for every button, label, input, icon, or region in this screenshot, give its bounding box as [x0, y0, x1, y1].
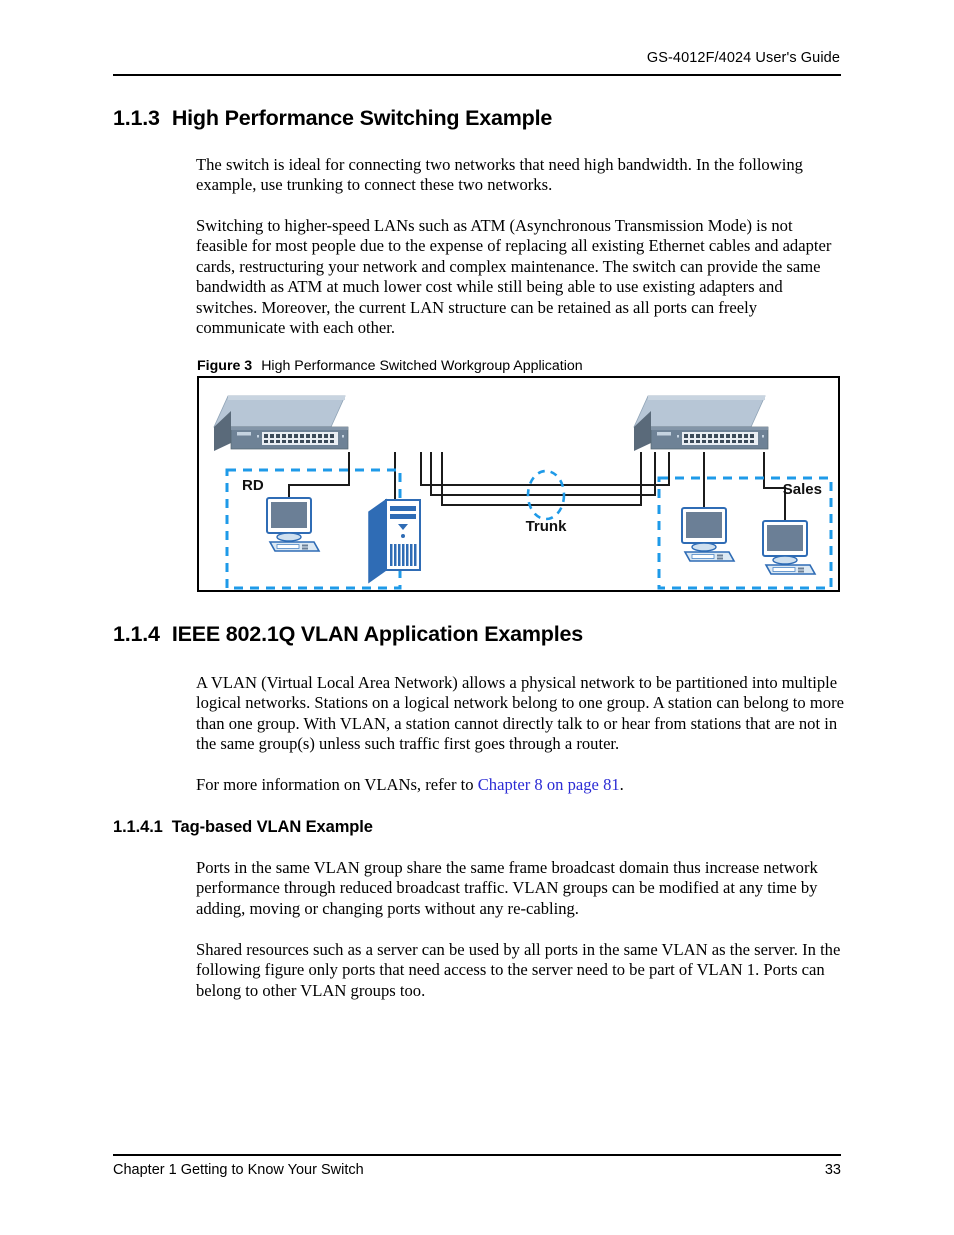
paragraph-1-1-4-1-a: Ports in the same VLAN group share the same frame broadcast domain thus increase network performance through reduced broadcast traffic. VLAN groups can be modified at any time by adding, moving or changing ports without any re-cabling. — [196, 858, 818, 918]
device-rd-server — [369, 500, 420, 582]
device-sales-workstation-2 — [763, 521, 815, 574]
link-chapter-8-page-81[interactable]: Chapter 8 on page 81 — [477, 775, 620, 794]
paragraph-1-1-3-a: The switch is ideal for connecting two networks that need high bandwidth. In the following example, use trunking to connect these two networks. — [196, 155, 803, 195]
crossref-prefix: For more information on VLANs, refer to — [196, 775, 478, 794]
header-rule — [113, 74, 841, 76]
heading-1-1-4 — [113, 622, 583, 647]
trunk-label: Trunk — [525, 518, 567, 535]
heading-1-1-3-title: High Performance Switching Example — [171, 106, 553, 130]
footer-page-number: 33 — [824, 1162, 841, 1178]
figure-3-network-diagram — [197, 376, 840, 592]
paragraph-1-1-4-crossref — [196, 775, 844, 795]
device-switch-left — [214, 396, 348, 451]
paragraph-1-1-3-b: Switching to higher-speed LANs such as ATM (Asynchronous Transmission Mode) is not feasible for most people due to the expense of replacing all existing Ethernet cables and adapter cards, restructuring your network and complex maintenance. The switch can provide the same bandwidth as ATM at much lower cost while still being able to use existing adapters and switches. Moreover, the current LAN structure can be retained as all ports can freely communicate with each other. — [196, 216, 832, 338]
footer-chapter-text: Chapter 1 Getting to Know Your Switch — [113, 1162, 364, 1178]
heading-1-1-4-title: IEEE 802.1Q VLAN Application Examples — [171, 622, 584, 646]
heading-1-1-4-1 — [113, 818, 373, 837]
crossref-suffix: . — [619, 775, 624, 794]
group-label-sales: Sales — [782, 481, 822, 498]
figure-caption — [197, 358, 583, 374]
figure-caption-text: High Performance Switched Workgroup Application — [261, 358, 583, 374]
paragraph-1-1-4-a: A VLAN (Virtual Local Area Network) allows a physical network to be partitioned into multiple logical networks. Stations on a logical network belong to one group. A station can belong to more than one group. With VLAN, a station cannot directly talk to or hear from stations that are not in the same group(s) unless such traffic first goes through a router. — [196, 673, 844, 754]
heading-1-1-4-1-number: 1.1.4.1 — [113, 818, 163, 836]
running-header-title: GS-4012F/4024 User's Guide — [646, 50, 840, 66]
device-sales-workstation-1 — [682, 508, 734, 561]
footer-rule — [113, 1154, 841, 1156]
heading-1-1-3 — [113, 106, 552, 131]
network-topology-svg — [199, 378, 838, 590]
group-label-rd: RD — [242, 477, 264, 494]
device-rd-workstation — [267, 498, 319, 551]
paragraph-1-1-4-1-b: Shared resources such as a server can be used by all ports in the same VLAN as the server. In the following figure only ports that need access to the server need to be part of VLAN 1. Ports can belong to other VLAN groups too. — [196, 940, 841, 1000]
figure-label: Figure 3 — [197, 358, 253, 374]
device-switch-right — [634, 396, 768, 451]
heading-1-1-4-1-title: Tag-based VLAN Example — [171, 818, 373, 836]
heading-1-1-4-number: 1.1.4 — [113, 622, 160, 646]
heading-1-1-3-number: 1.1.3 — [113, 106, 160, 130]
